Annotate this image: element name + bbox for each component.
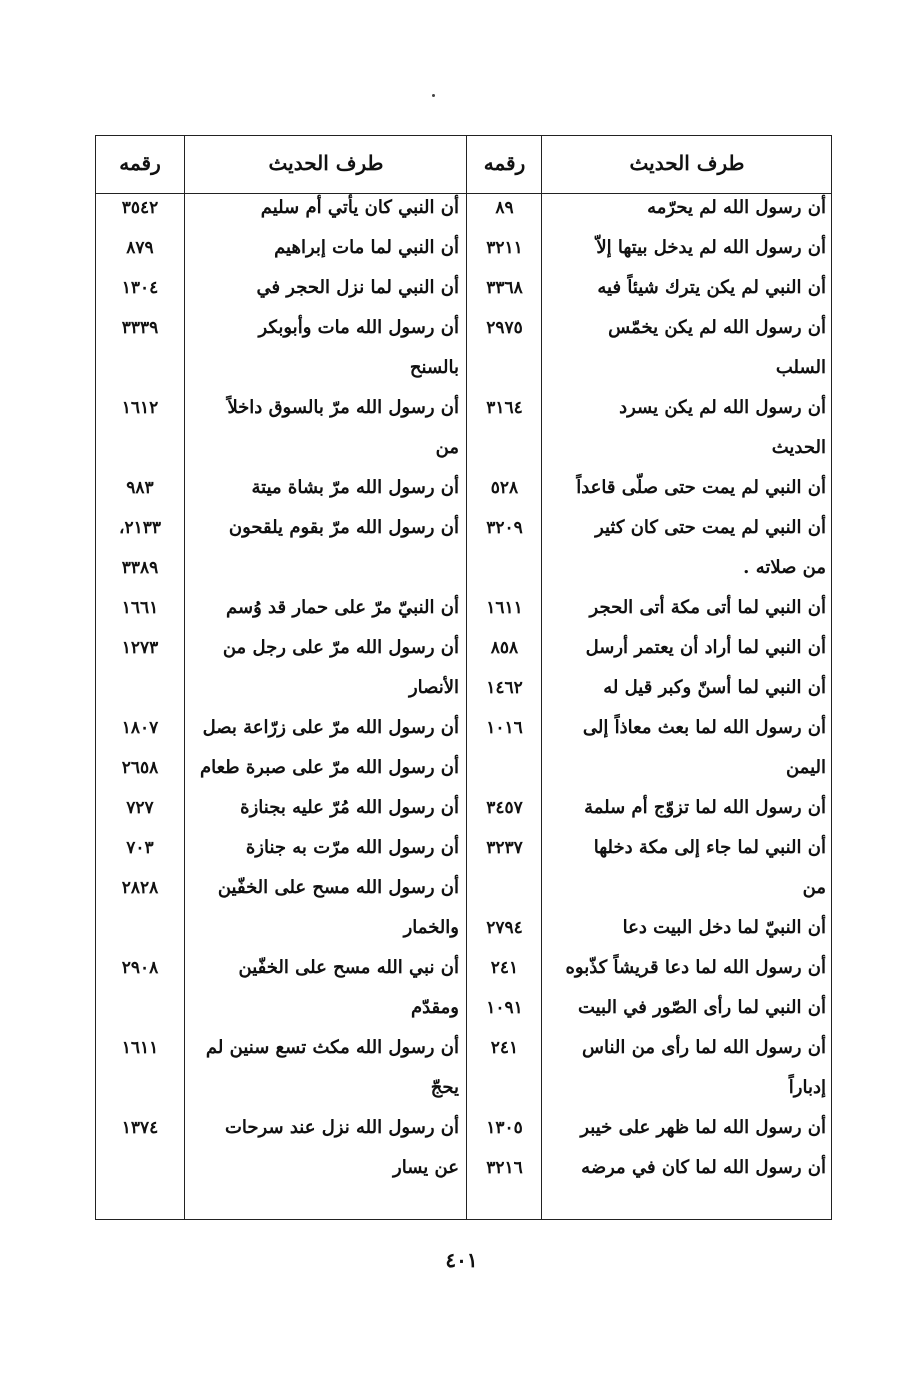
hadith-entry-number: ٧٢٧ xyxy=(126,798,154,818)
hadith-entry-number: ١٣٠٥ xyxy=(486,1118,523,1138)
hadith-entry-number: ٨٥٨ xyxy=(490,638,519,658)
hadith-entry-text: أن النبي لما جاء إلى مكة دخلها xyxy=(593,837,826,858)
header-number-left: رقمه xyxy=(119,151,161,175)
hadith-entry-number: ٢٩٧٥ xyxy=(486,318,523,338)
hadith-entry-text: أن رسول الله لم يحرّمه xyxy=(647,197,826,218)
hadith-entry-text: أن النبي لم يمت حتى كان كثير xyxy=(595,517,826,538)
hadith-entry-text: أن رسول الله لم يدخل بيتها إلاّ xyxy=(596,237,826,258)
hadith-entry-text: أن النبيّ مرّ على حمار قد وُسم xyxy=(226,597,459,618)
hadith-entry-number: ٣٢١١ xyxy=(486,238,523,258)
hadith-entry-number: ١٠٩١ xyxy=(486,998,523,1018)
hadith-entry-text: أن رسول الله مرّ على زرّاعة بصل xyxy=(202,717,459,738)
hadith-entry-number: ٣٤٥٧ xyxy=(486,798,523,818)
hadith-entry-text: أن رسول الله مرّ بالسوق داخلاً xyxy=(227,397,459,418)
hadith-entry-text: أن رسول الله نزل عند سرحات xyxy=(224,1117,459,1138)
hadith-entry-text: أن النبي كان يأتي أم سليم xyxy=(260,197,459,218)
hadith-entry-text: أن النبي لما رأى الصّور في البيت xyxy=(577,997,826,1018)
hadith-entry-number: ٣٢٠٩ xyxy=(486,518,523,538)
hadith-entry-number: ٣٢١٦ xyxy=(486,1158,523,1178)
hadith-entry-text: بالسنح xyxy=(409,357,459,378)
hadith-entry-number: ١٣٠٤ xyxy=(121,278,159,298)
hadith-entry-text: اليمن xyxy=(785,757,826,778)
hadith-entry-text: أن النبي لما أسنّ وكبر قيل له xyxy=(603,677,826,698)
hadith-entry-text: من xyxy=(435,437,459,458)
hadith-entry-number: ٢٨٢٨ xyxy=(121,878,159,898)
hadith-entry-number: ٣٣٦٨ xyxy=(486,278,523,298)
hadith-entry-text: أن رسول الله لما بعث معاذاً إلى xyxy=(582,717,826,738)
column-divider xyxy=(466,136,467,1219)
hadith-entry-text: أن رسول الله لما كان في مرضه xyxy=(581,1157,826,1178)
hadith-entry-text: أن رسول الله مكث تسع سنين لم xyxy=(205,1037,459,1058)
hadith-entry-text: أن رسول الله لم يكن يخمّس xyxy=(608,317,826,338)
hadith-entry-text: أن رسول الله لما تزوّج أم سلمة xyxy=(584,797,826,818)
hadith-entry-text: أن النبي لم يمت حتى صلّى قاعداً xyxy=(576,477,826,498)
hadith-entry-number: ٢٤١ xyxy=(490,1038,519,1058)
hadith-entry-number: ١٨٠٧ xyxy=(121,718,159,738)
column-divider xyxy=(541,136,542,1219)
hadith-entry-number: ٣٣٨٩ xyxy=(121,558,159,578)
hadith-entry-number: ٣٢٣٧ xyxy=(486,838,523,858)
hadith-entry-number: ١٢٧٣ xyxy=(121,638,159,658)
hadith-entry-text: أن النبيّ لما دخل البيت دعا xyxy=(622,917,826,938)
hadith-entry-text: أن رسول الله مرّ بشاة ميتة xyxy=(251,477,459,498)
hadith-entry-number: ١٦٦١ xyxy=(121,598,159,618)
hadith-entry-text: أن نبي الله مسح على الخفّين xyxy=(238,957,459,978)
header-hadith-right: طرف الحديث xyxy=(629,151,745,175)
hadith-entry-number: ١٦١١ xyxy=(486,598,523,618)
hadith-entry-number: ٢٩٠٨ xyxy=(121,958,159,978)
hadith-entry-text: الأنصار xyxy=(408,677,459,698)
hadith-entry-text: أن رسول الله لما رأى من الناس xyxy=(582,1037,826,1058)
header-hadith-left: طرف الحديث xyxy=(268,151,384,175)
hadith-entry-text: أن النبي لما أراد أن يعتمر أرسل xyxy=(585,637,826,658)
hadith-entry-number: ٢٦٥٨ xyxy=(121,758,159,778)
hadith-entry-text: أن النبي لما مات إبراهيم xyxy=(274,237,459,258)
hadith-entry-text: والخمار xyxy=(403,917,459,938)
hadith-entry-number: ٢٧٩٤ xyxy=(486,918,523,938)
hadith-entry-text: أن رسول الله مرّ على صبرة طعام xyxy=(199,757,459,778)
header-number-right: رقمه xyxy=(483,151,526,175)
hadith-entry-number: ٨٩ xyxy=(495,198,514,218)
hadith-entry-number: ٣٣٣٩ xyxy=(121,318,159,338)
hadith-entry-number: ١٦١١ xyxy=(121,1038,159,1058)
hadith-entry-text: الحديث xyxy=(771,437,826,458)
hadith-entry-text: أن رسول الله مُرّ عليه بجنازة xyxy=(240,797,459,818)
hadith-entry-text: أن رسول الله لما دعا قريشاً كذّبوه xyxy=(565,957,826,978)
hadith-entry-text: أن رسول الله مرّ بقوم يلقحون xyxy=(228,517,459,538)
hadith-entry-number: ٨٧٩ xyxy=(126,238,154,258)
hadith-entry-text: من صلاته . xyxy=(743,557,826,578)
hadith-entry-text: يحجّ xyxy=(430,1077,459,1098)
hadith-entry-number: ١٤٦٢ xyxy=(486,678,523,698)
hadith-entry-text: أن النبي لم يكن يترك شيئاً فيه xyxy=(597,277,826,298)
hadith-entry-number: ٣٥٤٢ xyxy=(121,198,159,218)
hadith-entry-text: أن رسول الله مرّ على رجل من xyxy=(222,637,459,658)
hadith-entry-text: أن رسول الله مسح على الخفّين xyxy=(217,877,459,898)
hadith-entry-number: ٢٤١ xyxy=(490,958,519,978)
hadith-entry-number: ٢١٣٣، xyxy=(118,518,162,538)
hadith-entry-text: عن يسار xyxy=(393,1157,459,1178)
hadith-entry-text: أن رسول الله لم يكن يسرد xyxy=(619,397,826,418)
hadith-entry-number: ٣١٦٤ xyxy=(486,398,523,418)
hadith-entry-text: أن النبي لما نزل الحجر في xyxy=(256,277,459,298)
hadith-entry-number: ١٠١٦ xyxy=(486,718,523,738)
hadith-entry-text: أن رسول الله لما ظهر على خيبر xyxy=(580,1117,826,1138)
hadith-entry-number: ٥٢٨ xyxy=(490,478,519,498)
hadith-entry-text: من xyxy=(802,877,826,898)
stray-dot xyxy=(432,94,435,97)
hadith-entry-number: ١٣٧٤ xyxy=(121,1118,159,1138)
hadith-entry-text: ومقدّم xyxy=(410,997,459,1018)
hadith-entry-number: ٩٨٣ xyxy=(126,478,154,498)
hadith-entry-text: أن النبي لما أتى مكة أتى الحجر xyxy=(589,597,826,618)
hadith-entry-text: السلب xyxy=(775,357,826,378)
page-number: ٤٠١ xyxy=(445,1248,478,1272)
hadith-entry-text: أن رسول الله مرّت به جنازة xyxy=(245,837,459,858)
hadith-entry-text: إدباراً xyxy=(788,1077,826,1098)
hadith-entry-number: ٧٠٣ xyxy=(126,838,154,858)
index-table xyxy=(95,135,832,1220)
hadith-entry-text: أن رسول الله مات وأبوبكر xyxy=(258,317,459,338)
hadith-entry-number: ١٦١٢ xyxy=(121,398,159,418)
